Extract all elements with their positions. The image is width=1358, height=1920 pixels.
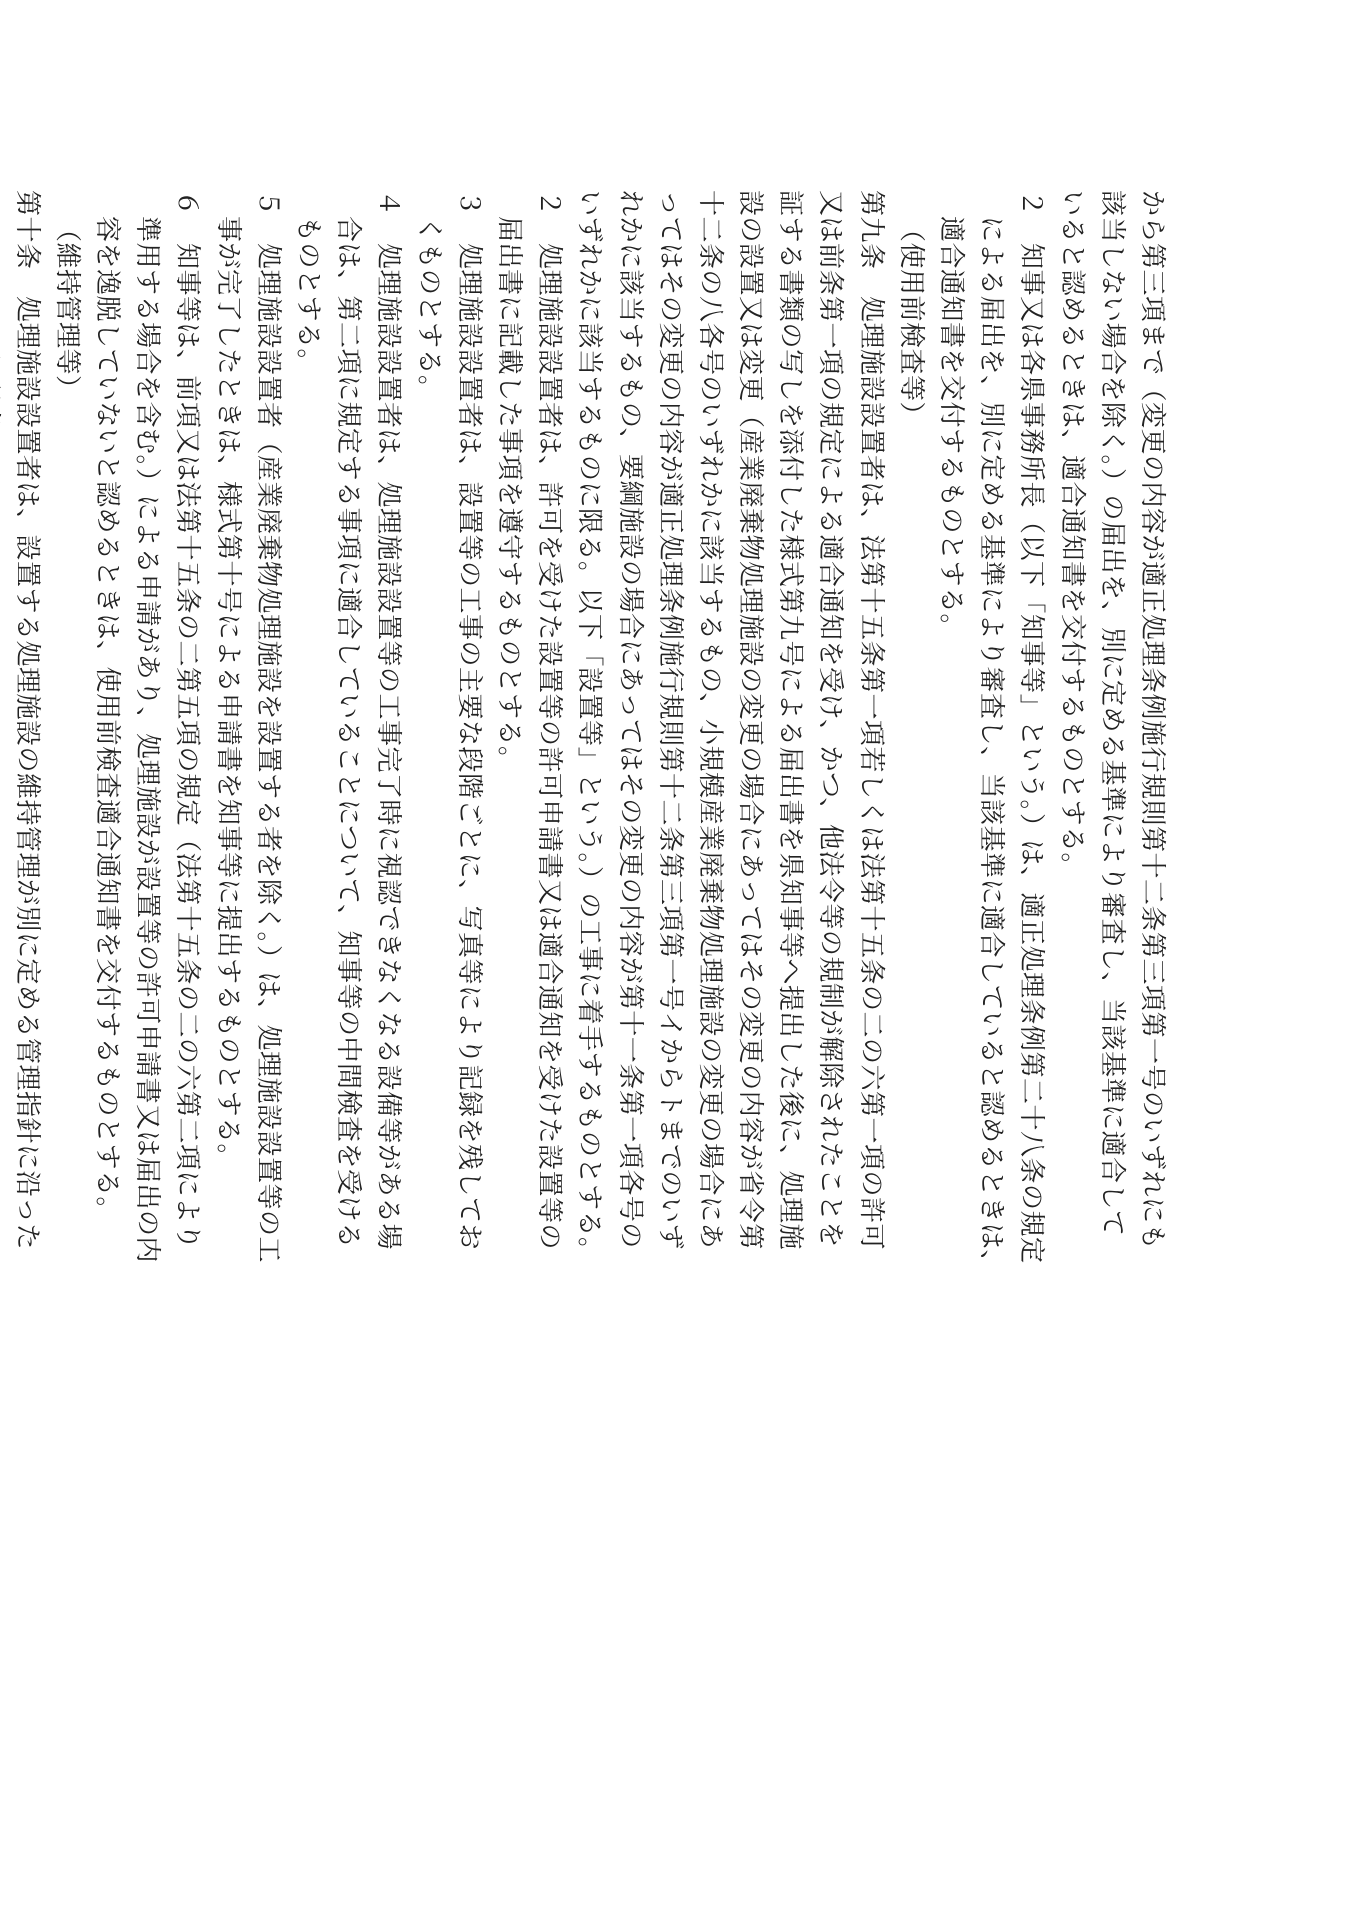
text-line bbox=[0, 190, 7, 1450]
text-line: （維持管理等） bbox=[51, 216, 82, 402]
text-line: 準用する場合を含む。）による申請があり、処理施設が設置等の許可申請書又は届出の内 bbox=[132, 216, 163, 1264]
text-lines bbox=[0, 190, 1172, 1450]
text-line: 適合通知書を交付するものとする。 bbox=[936, 216, 967, 641]
text-line: ２ 知事又は各県事務所長（以下「知事等」という。）は、適正処理条例第二十八条の規定 bbox=[1016, 190, 1047, 1264]
text-line: ６ 知事等は、前項又は法第十五条の二第五項の規定（法第十五条の二の六第二項により bbox=[172, 190, 203, 1251]
text-line: による届出を、別に定める基準により審査し、当該基準に適合していると認めるときは、 bbox=[976, 216, 1007, 1277]
text-line: 第十条 処理施設設置者は、設置する処理施設の維持管理が別に定める管理指針に沿った bbox=[11, 190, 42, 1251]
text-line: 届出書に記載した事項を遵守するものとする。 bbox=[494, 216, 524, 773]
text-line: ３ 処理施設設置者は、設置等の工事の主要な段階ごとに、写真等により記録を残してお bbox=[453, 190, 484, 1251]
text-line: 設の設置又は変更（産業廃棄物処理施設の変更の場合にあってはその変更の内容が省令第 bbox=[735, 190, 766, 1250]
text-line: 容を逸脱していないと認めるときは、使用前検査適合通知書を交付するものとする。 bbox=[92, 216, 123, 1224]
text-line: ２ 処理施設設置者は、許可を受けた設置等の許可申請書又は適合通知を受けた設置等の bbox=[534, 190, 565, 1251]
text-line: ４ 処理施設設置者は、処理施設設置等の工事完了時に視認できなくなる設備等がある場 bbox=[373, 190, 404, 1251]
text-line: （使用前検査等） bbox=[895, 216, 926, 429]
text-line: 事が完了したときは、様式第十号による申請書を知事等に提出するものとする。 bbox=[212, 216, 243, 1171]
text-line: 該当しない場合を除く。）の届出を、別に定める基準により審査し、当該基準に適合して bbox=[1096, 190, 1127, 1237]
text-line: いると認めるときは、適合通知書を交付するものとする。 bbox=[1056, 190, 1087, 880]
text-line: れかに該当するもの、要綱施設の場合にあってはその変更の内容が第十一条第一項各号の bbox=[614, 190, 645, 1249]
text-line: ５ 処理施設設置者（産業廃棄物処理施設を設置する者を除く。）は、処理施設設置等の工 bbox=[252, 190, 283, 1263]
text-line: ものとする。 bbox=[293, 216, 324, 376]
text-line: 合は、第二項に規定する事項に適合していることについて、知事等の中間検査を受ける bbox=[333, 216, 364, 1249]
text-line: いずれかに該当するものに限る。以下「設置等」という。）の工事に着手するものとする。 bbox=[574, 190, 605, 1264]
text-line: ってはその変更の内容が適正処理条例施行規則第十二条第三項第一号イからトまでのいず bbox=[654, 190, 685, 1251]
text-line: 証する書類の写しを添付した様式第九号による届出書を県知事等へ提出した後に、処理施 bbox=[775, 190, 806, 1251]
text-line: から第三項まで（変更の内容が適正処理条例施行規則第十二条第三項第一号のいずれにも bbox=[1137, 190, 1167, 1251]
text-line: 第九条 処理施設設置者は、法第十五条第一項若しくは法第十五条の二の六第一項の許可 bbox=[855, 190, 886, 1251]
text-line: 又は前条第一項の規定による適合通知を受け、かつ、他法令等の規制が解除されたことを bbox=[815, 190, 846, 1248]
rotated-text-block bbox=[0, 190, 1172, 1450]
text-line: くものとする。 bbox=[413, 216, 444, 402]
text-line: 十二条の八各号のいずれかに該当するもの、小規模産業廃棄物処理施設の変更の場合にあ bbox=[694, 190, 725, 1249]
